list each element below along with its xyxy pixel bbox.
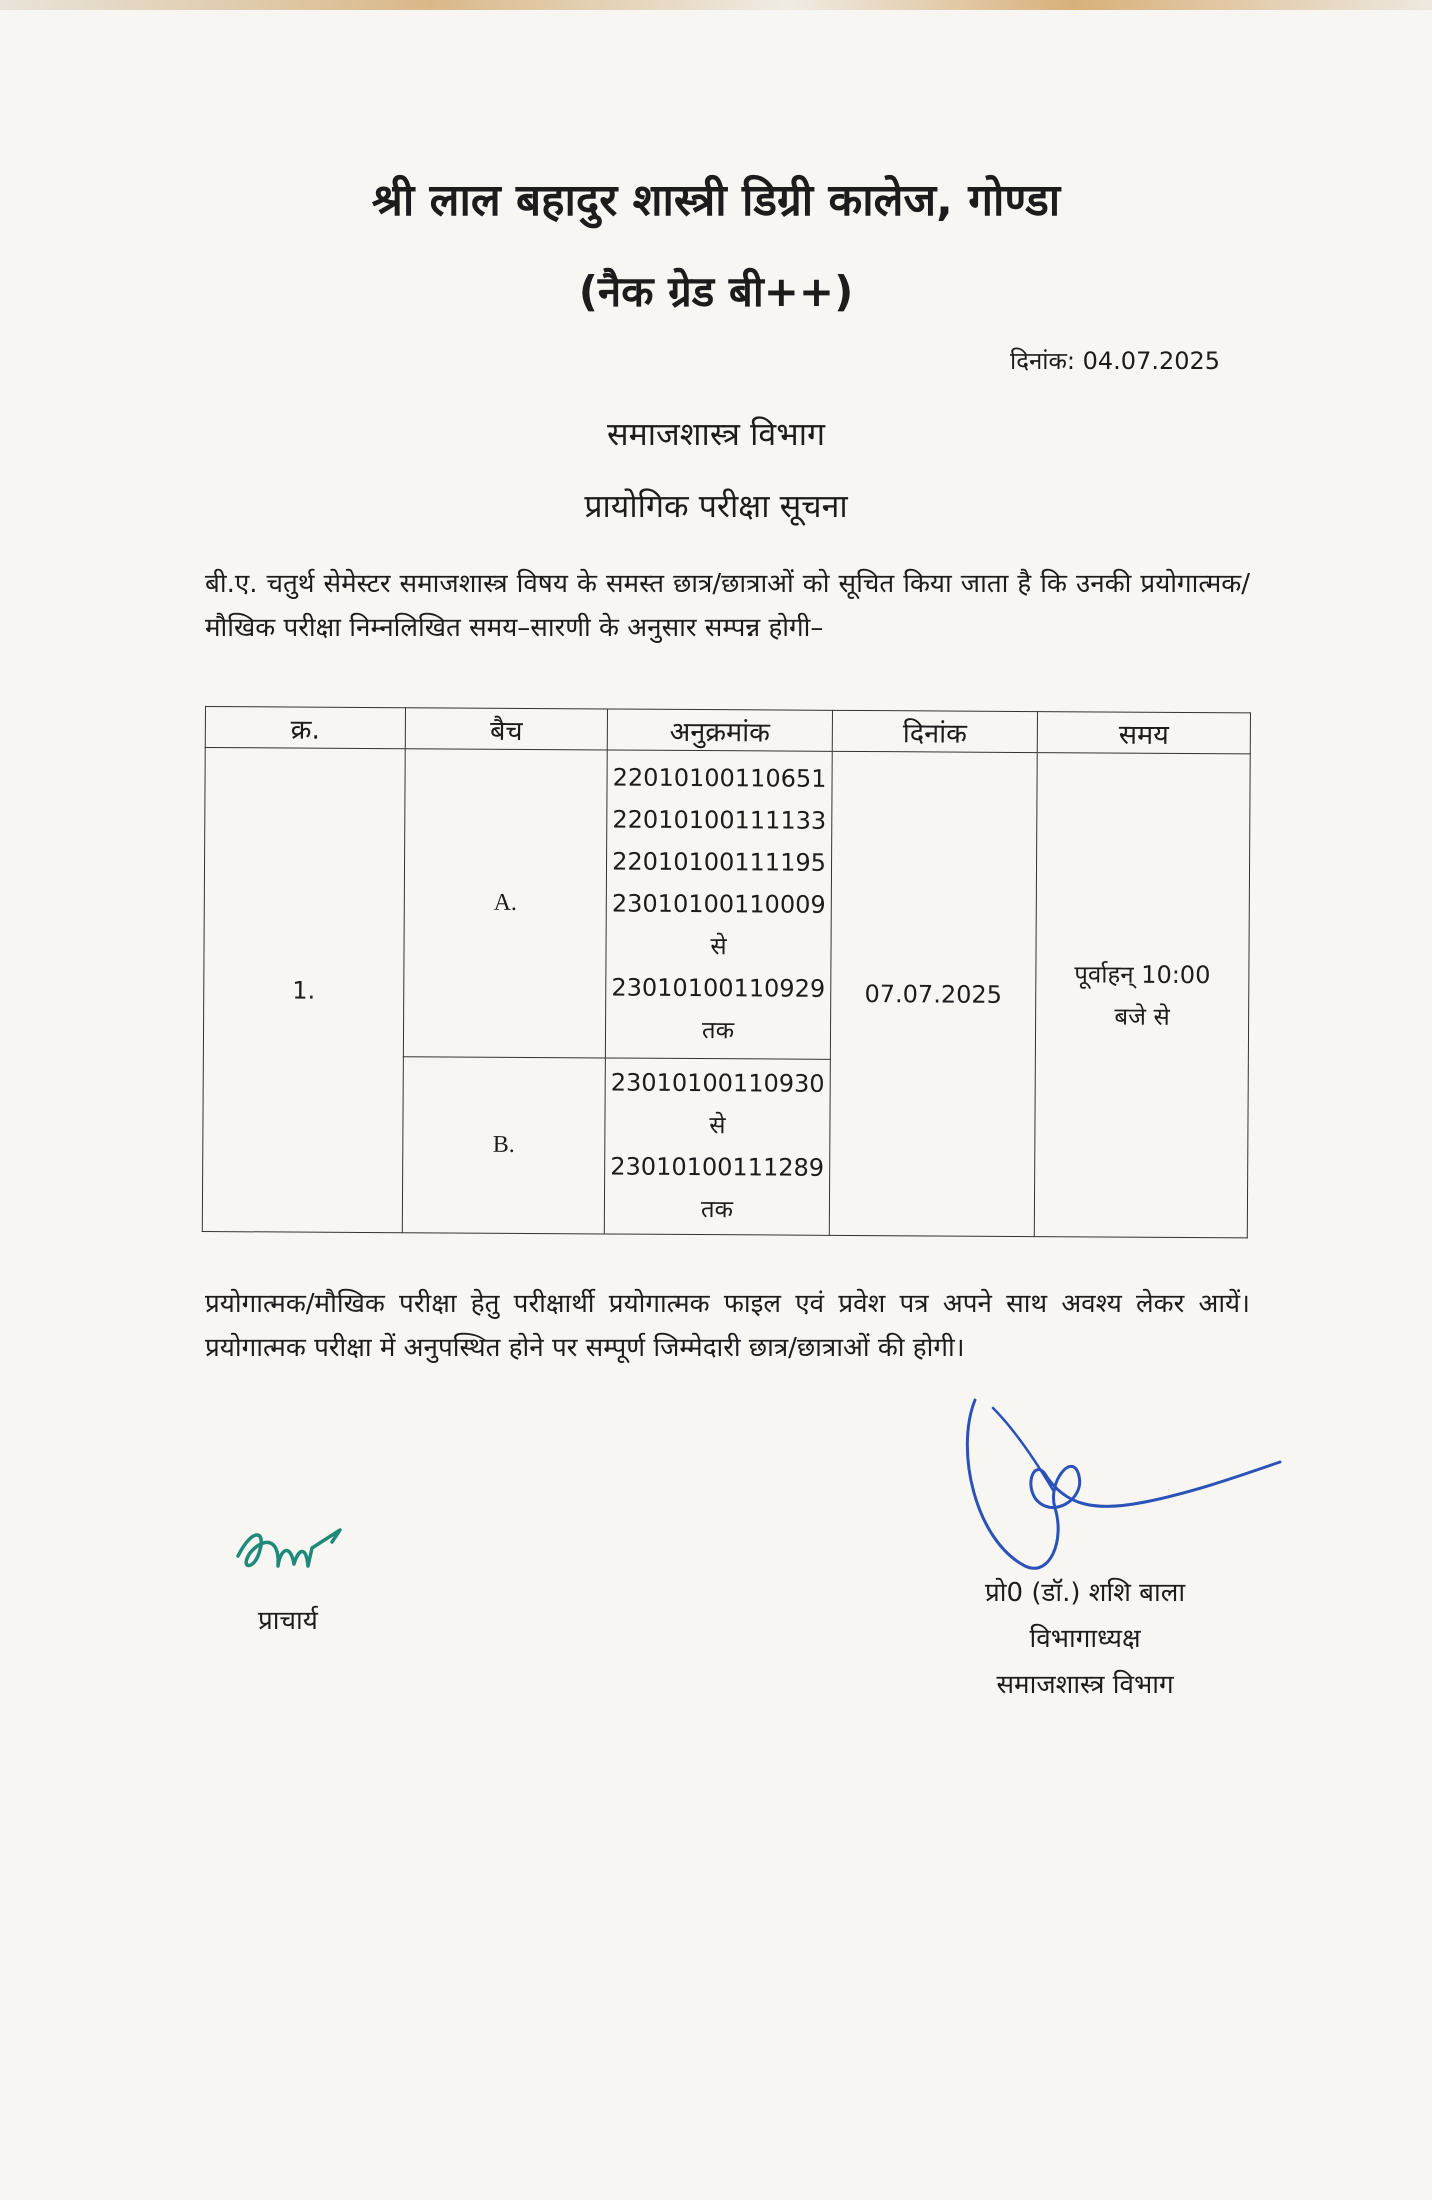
roll-line: 23010100110930: [610, 1068, 825, 1099]
roll-line: तक: [700, 1195, 734, 1224]
col-header-serial: क्र.: [205, 707, 405, 749]
batch-b-rolls: [604, 1058, 830, 1236]
head-signature: [955, 1390, 1295, 1580]
instructions-paragraph: प्रयोगात्मक/मौखिक परीक्षा हेतु परीक्षार्थी प्रयोगात्मक फाइल एवं प्रवेश पत्र अपने साथ अवश्य लेकर आयें। प्रयोगात्मक परीक्षा में अनुपस्थित होने पर सम्पूर्ण जिम्मेदारी छात्र/छात्राओं की होगी।: [205, 1289, 1250, 1363]
head-name: प्रो0 (डॉ.) शशि बाला: [985, 1578, 1186, 1608]
batch-b-label: B.: [402, 1056, 605, 1234]
intro-paragraph: बी.ए. चतुर्थ सेमेस्टर समाजशास्त्र विषय के समस्त छात्र/छात्राओं को सूचित किया जाता है कि उनकी प्रयोगात्मक/मौखिक परीक्षा निम्नलिखित समय–सारणी के अनुसार सम्पन्न होगी–: [205, 569, 1250, 643]
col-header-roll: अनुक्रमांक: [607, 709, 832, 751]
batch-a-label: A.: [403, 749, 607, 1058]
col-header-time: समय: [1037, 712, 1250, 754]
roll-line: 23010100111289: [610, 1152, 825, 1183]
issue-date: दिनांक: 04.07.2025: [1010, 347, 1221, 375]
table-row: [203, 748, 1250, 1062]
roll-line: 22010100110651: [612, 763, 827, 794]
department-name: समाजशास्त्र विभाग: [606, 415, 825, 453]
principal-signature: [228, 1508, 388, 1598]
naac-grade: (नैक ग्रेड बी++): [578, 267, 854, 316]
roll-line: 22010100111195: [612, 847, 827, 878]
roll-line: 23010100110929: [611, 973, 826, 1004]
exam-time-cell: [1034, 753, 1250, 1238]
table-header-row: [205, 707, 1250, 754]
serial-cell: 1.: [202, 748, 405, 1233]
scan-edge: [0, 0, 1432, 10]
head-block: [985, 1570, 1185, 1708]
col-header-date: दिनांक: [832, 710, 1037, 752]
col-header-batch: बैच: [405, 708, 607, 750]
roll-line: 22010100111133: [612, 805, 827, 836]
exam-date-cell: 07.07.2025: [829, 751, 1037, 1236]
roll-line: तक: [701, 1016, 735, 1045]
roll-line: से: [710, 932, 727, 961]
batch-a-rolls: [605, 750, 832, 1059]
head-department: समाजशास्त्र विभाग: [996, 1670, 1174, 1700]
roll-line: से: [709, 1111, 726, 1140]
notice-title: प्रायोगिक परीक्षा सूचना: [584, 487, 848, 525]
head-title: विभागाध्यक्ष: [1029, 1624, 1141, 1654]
roll-line: 23010100110009: [611, 889, 826, 920]
time-line-2: बजे से: [1114, 1002, 1170, 1031]
principal-label: प्राचार्य: [258, 1606, 318, 1636]
college-name: श्री लाल बहादुर शास्त्री डिग्री कालेज, गोण्डा: [371, 175, 1061, 226]
time-line-1: पूर्वाहन् 10:00: [1074, 959, 1211, 989]
schedule-table: [202, 706, 1251, 1238]
